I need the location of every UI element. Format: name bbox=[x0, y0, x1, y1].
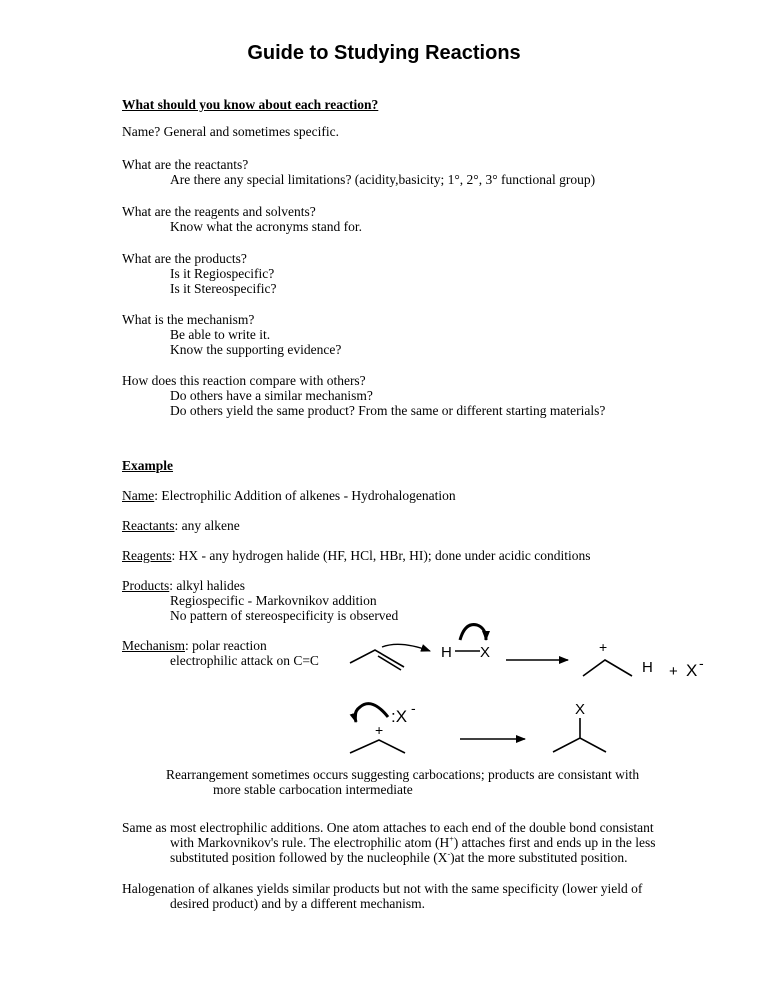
cation-charge: + bbox=[599, 639, 608, 655]
reactants-subquestion: Are there any special limitations? (acidity,basicity; 1°, 2°, 3° functional group) bbox=[170, 172, 596, 187]
example-products-label: Products bbox=[122, 578, 170, 593]
h-atom-label: H bbox=[441, 644, 452, 661]
halide-anion: X bbox=[686, 661, 698, 680]
summary-line-3 bbox=[122, 850, 728, 865]
summary-line-3-a: substituted position followed by the nucleophile (X bbox=[170, 850, 448, 865]
curved-arrow-pi-to-h bbox=[382, 644, 430, 651]
example-mechanism-label: Mechanism bbox=[122, 638, 185, 653]
example-mechanism-text: : polar reaction bbox=[185, 638, 267, 653]
rearrangement-line-1: Rearrangement sometimes occurs suggesting carbocations; products are consistant with bbox=[166, 767, 640, 782]
proton-charge: + bbox=[449, 834, 454, 844]
mechanism-subquestion-write: Be able to write it. bbox=[170, 327, 271, 342]
plus-sign: + bbox=[669, 663, 678, 680]
halide-nucleophile: :X bbox=[391, 707, 408, 726]
example-reagents-text: : HX - any hydrogen halide (HF, HCl, HBr, HI); done under acidic conditions bbox=[171, 548, 591, 563]
curved-arrow-x-to-cation bbox=[355, 704, 388, 722]
halogenation-line-1: Halogenation of alkanes yields similar products but not with the same specificity (lower yield of bbox=[122, 881, 643, 896]
name-question: Name? General and sometimes specific. bbox=[122, 124, 340, 139]
rearrangement-line-2: more stable carbocation intermediate bbox=[213, 782, 413, 797]
alkyl-halide-structure bbox=[553, 718, 606, 752]
products-question: What are the products? bbox=[122, 251, 247, 266]
mechanism-question: What is the mechanism? bbox=[122, 312, 255, 327]
products-subquestion-stereo: Is it Stereospecific? bbox=[170, 281, 277, 296]
example-reactants-text: : any alkene bbox=[174, 518, 240, 533]
summary-line-2-a: with Markovnikov's rule. The electrophilic atom (H bbox=[170, 835, 450, 850]
mechanism-subquestion-evidence: Know the supporting evidence? bbox=[170, 342, 342, 357]
example-products-text: : alkyl halides bbox=[169, 578, 245, 593]
example-products-regio: Regiospecific - Markovnikov addition bbox=[170, 593, 377, 608]
products-subquestion-regio: Is it Regiospecific? bbox=[170, 266, 275, 281]
summary-line-3-b: )at the more substituted position. bbox=[450, 850, 628, 865]
halide-charge: - bbox=[699, 655, 704, 671]
page-title: Guide to Studying Reactions bbox=[247, 42, 521, 64]
example-reagents-label: Reagents bbox=[122, 548, 172, 563]
reagents-subquestion: Know what the acronyms stand for. bbox=[170, 219, 362, 234]
product-x-label: X bbox=[575, 701, 586, 718]
reagents-question: What are the reagents and solvents? bbox=[122, 204, 316, 219]
summary-line-2-b: ) attaches first and ends up in the less bbox=[453, 835, 656, 850]
compare-subquestion-mechanism: Do others have a similar mechanism? bbox=[170, 388, 373, 403]
reactants-question: What are the reactants? bbox=[122, 157, 249, 172]
example-heading: Example bbox=[122, 458, 174, 473]
compare-subquestion-product: Do others yield the same product? From the same or different starting materials? bbox=[170, 403, 606, 418]
propene-structure bbox=[350, 650, 404, 670]
example-products-stereo: No pattern of stereospecificity is observed bbox=[170, 608, 399, 623]
carbocation-structure bbox=[583, 660, 632, 676]
example-name-label: Name bbox=[122, 488, 155, 503]
summary-line-2 bbox=[122, 835, 728, 850]
example-name-text: : Electrophilic Addition of alkenes - Hydrohalogenation bbox=[154, 488, 456, 503]
example-reactants-label: Reactants bbox=[122, 518, 175, 533]
summary-line-1: Same as most electrophilic additions. One atom attaches to each end of the double bond consistant bbox=[122, 820, 654, 835]
nucleophile-charge: - bbox=[411, 700, 416, 716]
isopropyl-cation-structure bbox=[350, 740, 405, 753]
cation-charge-2: + bbox=[375, 722, 384, 738]
halogenation-line-2: desired product) and by a different mechanism. bbox=[170, 896, 426, 911]
section-heading-know: What should you know about each reaction? bbox=[122, 97, 379, 112]
x-atom-label: X bbox=[480, 644, 491, 661]
example-mechanism-sub: electrophilic attack on C=C bbox=[170, 653, 319, 668]
halide-charge-sup: - bbox=[447, 849, 451, 859]
compare-question: How does this reaction compare with others? bbox=[122, 373, 366, 388]
h-added-label: H bbox=[642, 659, 653, 676]
curved-arrow-bond-to-x bbox=[460, 625, 486, 640]
